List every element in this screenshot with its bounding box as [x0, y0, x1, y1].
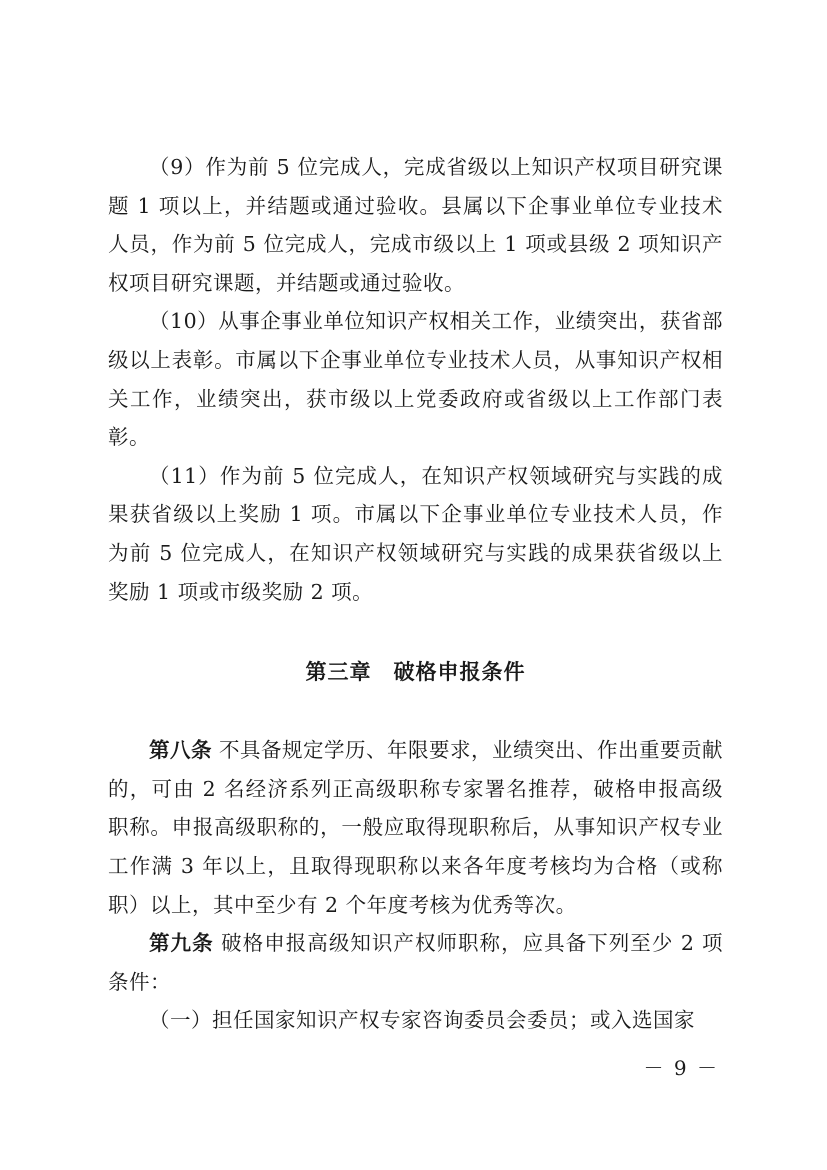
- article-8-text: 不具备规定学历、年限要求，业绩突出、作出重要贡献的，可由 2 名经济系列正高级职称专家署名推荐，破格申报高级职称。申报高级职称的，一般应取得现职称后，从事知识产权专业工作满 3 年以上，且取得现职称以来各年度考核均为合格（或称职）以上，其中至少有 2 个年度考核为优秀等次。: [108, 738, 724, 917]
- article-9-text: 破格申报高级知识产权师职称，应具备下列至少 2 项条件：: [108, 931, 724, 994]
- page-number: － 9 －: [643, 1056, 719, 1080]
- condition-item-1: （一）担任国家知识产权专家咨询委员会委员；或入选国家: [149, 1008, 695, 1033]
- document-page: [108, 148, 723, 1040]
- article-8: [108, 731, 723, 924]
- chapter-title: 第三章 破格申报条件: [305, 660, 526, 685]
- paragraph-item-11: （11）作为前 5 位完成人，在知识产权领域研究与实践的成果获省级以上奖励 1 项。市属以下企事业单位专业技术人员，作为前 5 位完成人，在知识产权领域研究与实践的成果获省级以上奖励 1 项或市级奖励 2 项。: [108, 463, 723, 604]
- paragraph-item-9: （9）作为前 5 位完成人，完成省级以上知识产权项目研究课题 1 项以上，并结题或通过验收。县属以下企事业单位专业技术人员，作为前 5 位完成人，完成市级以上 1 项或县级 2 项知识产权项目研究课题，并结题或通过验收。: [108, 155, 723, 295]
- article-9: [108, 924, 723, 1001]
- article-9-label: 第九条: [149, 931, 214, 956]
- article-8-label: 第八条: [149, 738, 212, 763]
- paragraph-item-10: （10）从事企事业单位知识产权相关工作，业绩突出，获省部级以上表彰。市属以下企事业单位专业技术人员，从事知识产权相关工作，业绩突出，获市级以上党委政府或省级以上工作部门表彰。: [108, 309, 723, 450]
